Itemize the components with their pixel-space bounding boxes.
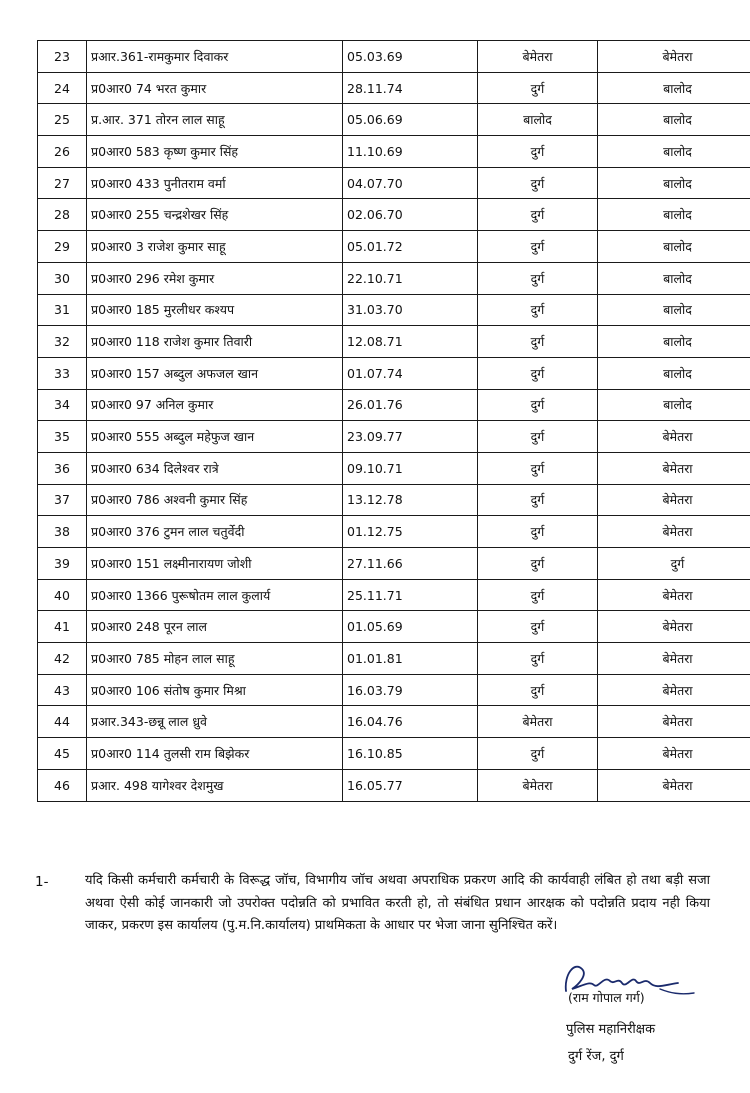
current-posting-cell: दुर्ग <box>478 136 598 168</box>
new-posting-cell: बालोद <box>598 389 750 421</box>
current-posting-cell: दुर्ग <box>478 674 598 706</box>
name-cell: प्रआर.343-छन्नू लाल ध्रुवे <box>87 706 343 738</box>
serial-number-cell: 35 <box>38 421 87 453</box>
current-posting-cell: दुर्ग <box>478 231 598 263</box>
name-cell: प्र0आर0 583 कृष्ण कुमार सिंह <box>87 136 343 168</box>
serial-number-cell: 43 <box>38 674 87 706</box>
birth-date-cell: 05.06.69 <box>343 104 478 136</box>
name-cell: प्र0आर0 118 राजेश कुमार तिवारी <box>87 326 343 358</box>
table-row <box>38 548 750 580</box>
name-cell: प्र0आर0 74 भरत कुमार <box>87 72 343 104</box>
current-posting-cell: बेमेतरा <box>478 706 598 738</box>
birth-date-cell: 01.07.74 <box>343 357 478 389</box>
current-posting-cell: दुर्ग <box>478 516 598 548</box>
current-posting-cell: दुर्ग <box>478 738 598 770</box>
name-cell: प्र0आर0 255 चन्द्रशेखर सिंह <box>87 199 343 231</box>
signatory-office: दुर्ग रेंज, दुर्ग <box>568 1049 624 1064</box>
current-posting-cell: दुर्ग <box>478 357 598 389</box>
serial-number-cell: 45 <box>38 738 87 770</box>
name-cell: प्र0आर0 1366 पुरूषोतम लाल कुलार्य <box>87 579 343 611</box>
table-row <box>38 484 750 516</box>
serial-number-cell: 27 <box>38 167 87 199</box>
serial-number-cell: 37 <box>38 484 87 516</box>
current-posting-cell: बेमेतरा <box>478 769 598 801</box>
table-row <box>38 167 750 199</box>
name-cell: प्र0आर0 634 दिलेश्वर रात्रे <box>87 452 343 484</box>
serial-number-cell: 29 <box>38 231 87 263</box>
new-posting-cell: बालोद <box>598 72 750 104</box>
table-row <box>38 72 750 104</box>
serial-number-cell: 24 <box>38 72 87 104</box>
note-number: 1- <box>35 874 49 890</box>
serial-number-cell: 44 <box>38 706 87 738</box>
table-row <box>38 199 750 231</box>
name-cell: प्र0आर0 433 पुनीतराम वर्मा <box>87 167 343 199</box>
new-posting-cell: बेमेतरा <box>598 611 750 643</box>
new-posting-cell: बेमेतरा <box>598 674 750 706</box>
table-row <box>38 769 750 801</box>
birth-date-cell: 05.03.69 <box>343 41 478 73</box>
table-row <box>38 706 750 738</box>
table-body <box>38 41 750 802</box>
table-row <box>38 452 750 484</box>
name-cell: प्र0आर0 785 मोहन लाल साहू <box>87 643 343 675</box>
birth-date-cell: 16.04.76 <box>343 706 478 738</box>
current-posting-cell: दुर्ग <box>478 484 598 516</box>
new-posting-cell: बेमेतरा <box>598 643 750 675</box>
new-posting-cell: बालोद <box>598 357 750 389</box>
name-cell: प्र0आर0 106 संतोष कुमार मिश्रा <box>87 674 343 706</box>
birth-date-cell: 27.11.66 <box>343 548 478 580</box>
table-row <box>38 357 750 389</box>
serial-number-cell: 32 <box>38 326 87 358</box>
name-cell: प्र0आर0 97 अनिल कुमार <box>87 389 343 421</box>
name-cell: प्रआर. 498 यागेश्वर देशमुख <box>87 769 343 801</box>
signatory-title: पुलिस महानिरीक्षक <box>566 1022 656 1037</box>
table-row <box>38 421 750 453</box>
table-row <box>38 643 750 675</box>
birth-date-cell: 11.10.69 <box>343 136 478 168</box>
table-row <box>38 674 750 706</box>
table-row <box>38 326 750 358</box>
table-row <box>38 579 750 611</box>
current-posting-cell: बेमेतरा <box>478 41 598 73</box>
new-posting-cell: बालोद <box>598 136 750 168</box>
name-cell: प्र0आर0 157 अब्दुल अफजल खान <box>87 357 343 389</box>
new-posting-cell: बेमेतरा <box>598 421 750 453</box>
serial-number-cell: 36 <box>38 452 87 484</box>
name-cell: प्र0आर0 376 टुमन लाल चतुर्वेदी <box>87 516 343 548</box>
birth-date-cell: 16.03.79 <box>343 674 478 706</box>
serial-number-cell: 40 <box>38 579 87 611</box>
name-cell: प्र.आर. 371 तोरन लाल साहू <box>87 104 343 136</box>
name-cell: प्र0आर0 114 तुलसी राम बिझेकर <box>87 738 343 770</box>
current-posting-cell: दुर्ग <box>478 579 598 611</box>
new-posting-cell: बेमेतरा <box>598 516 750 548</box>
birth-date-cell: 09.10.71 <box>343 452 478 484</box>
current-posting-cell: दुर्ग <box>478 452 598 484</box>
birth-date-cell: 02.06.70 <box>343 199 478 231</box>
name-cell: प्र0आर0 296 रमेश कुमार <box>87 262 343 294</box>
table-row <box>38 104 750 136</box>
serial-number-cell: 25 <box>38 104 87 136</box>
serial-number-cell: 46 <box>38 769 87 801</box>
birth-date-cell: 28.11.74 <box>343 72 478 104</box>
serial-number-cell: 28 <box>38 199 87 231</box>
current-posting-cell: बालोद <box>478 104 598 136</box>
new-posting-cell: बेमेतरा <box>598 41 750 73</box>
new-posting-cell: बेमेतरा <box>598 769 750 801</box>
name-cell: प्र0आर0 151 लक्ष्मीनारायण जोशी <box>87 548 343 580</box>
serial-number-cell: 42 <box>38 643 87 675</box>
current-posting-cell: दुर्ग <box>478 294 598 326</box>
birth-date-cell: 01.12.75 <box>343 516 478 548</box>
new-posting-cell: बालोद <box>598 326 750 358</box>
new-posting-cell: बालोद <box>598 104 750 136</box>
birth-date-cell: 16.10.85 <box>343 738 478 770</box>
current-posting-cell: दुर्ग <box>478 72 598 104</box>
serial-number-cell: 38 <box>38 516 87 548</box>
current-posting-cell: दुर्ग <box>478 421 598 453</box>
birth-date-cell: 25.11.71 <box>343 579 478 611</box>
serial-number-cell: 30 <box>38 262 87 294</box>
birth-date-cell: 04.07.70 <box>343 167 478 199</box>
table-row <box>38 389 750 421</box>
serial-number-cell: 34 <box>38 389 87 421</box>
serial-number-cell: 31 <box>38 294 87 326</box>
new-posting-cell: बालोद <box>598 262 750 294</box>
current-posting-cell: दुर्ग <box>478 262 598 294</box>
birth-date-cell: 23.09.77 <box>343 421 478 453</box>
serial-number-cell: 33 <box>38 357 87 389</box>
table-row <box>38 262 750 294</box>
birth-date-cell: 01.01.81 <box>343 643 478 675</box>
table-row <box>38 41 750 73</box>
new-posting-cell: बालोद <box>598 294 750 326</box>
current-posting-cell: दुर्ग <box>478 167 598 199</box>
name-cell: प्रआर.361-रामकुमार दिवाकर <box>87 41 343 73</box>
new-posting-cell: बेमेतरा <box>598 484 750 516</box>
name-cell: प्र0आर0 555 अब्दुल महेफुज खान <box>87 421 343 453</box>
table-row <box>38 136 750 168</box>
name-cell: प्र0आर0 185 मुरलीधर कश्यप <box>87 294 343 326</box>
signatory-name: (राम गोपाल गर्ग) <box>568 990 645 1005</box>
new-posting-cell: बालोद <box>598 167 750 199</box>
promotion-table <box>37 40 750 802</box>
table-row <box>38 516 750 548</box>
name-cell: प्र0आर0 3 राजेश कुमार साहू <box>87 231 343 263</box>
current-posting-cell: दुर्ग <box>478 326 598 358</box>
new-posting-cell: बेमेतरा <box>598 579 750 611</box>
birth-date-cell: 01.05.69 <box>343 611 478 643</box>
new-posting-cell: बालोद <box>598 231 750 263</box>
serial-number-cell: 39 <box>38 548 87 580</box>
birth-date-cell: 31.03.70 <box>343 294 478 326</box>
new-posting-cell: बेमेतरा <box>598 706 750 738</box>
birth-date-cell: 12.08.71 <box>343 326 478 358</box>
new-posting-cell: दुर्ग <box>598 548 750 580</box>
birth-date-cell: 16.05.77 <box>343 769 478 801</box>
serial-number-cell: 26 <box>38 136 87 168</box>
table-row <box>38 611 750 643</box>
birth-date-cell: 13.12.78 <box>343 484 478 516</box>
birth-date-cell: 05.01.72 <box>343 231 478 263</box>
current-posting-cell: दुर्ग <box>478 611 598 643</box>
new-posting-cell: बेमेतरा <box>598 738 750 770</box>
new-posting-cell: बेमेतरा <box>598 452 750 484</box>
current-posting-cell: दुर्ग <box>478 389 598 421</box>
note-text: यदि किसी कर्मचारी कर्मचारी के विरूद्ध जॉच, विभागीय जॉच अथवा अपराधिक प्रकरण आदि की कार्यवाही लंबित हो तथा बड़ी सजा अथवा ऐसी कोई जानकारी जो उपरोक्त पदोन्नति को प्रभावित करती हो, तो संबंधित प्रधान आरक्षक को पदोन्नति प्रदाय नही किया जाकर, प्रकरण इस कार्यालय (पु.म.नि.कार्यालय) प्राथमिकता के आधार पर भेजा जाना सुनिश्चित करें। <box>85 873 710 933</box>
table-row <box>38 738 750 770</box>
current-posting-cell: दुर्ग <box>478 643 598 675</box>
serial-number-cell: 23 <box>38 41 87 73</box>
birth-date-cell: 22.10.71 <box>343 262 478 294</box>
table-row <box>38 294 750 326</box>
birth-date-cell: 26.01.76 <box>343 389 478 421</box>
table-row <box>38 231 750 263</box>
serial-number-cell: 41 <box>38 611 87 643</box>
new-posting-cell: बालोद <box>598 199 750 231</box>
name-cell: प्र0आर0 248 पूरन लाल <box>87 611 343 643</box>
current-posting-cell: दुर्ग <box>478 199 598 231</box>
current-posting-cell: दुर्ग <box>478 548 598 580</box>
name-cell: प्र0आर0 786 अश्वनी कुमार सिंह <box>87 484 343 516</box>
